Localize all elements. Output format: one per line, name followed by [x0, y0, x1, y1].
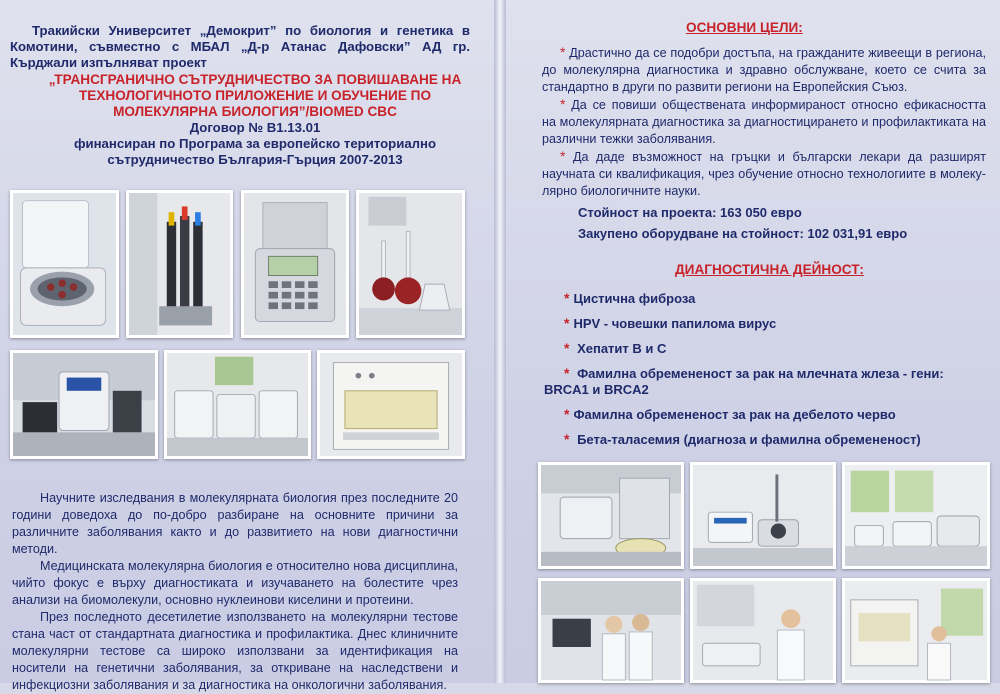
- photo-thermal-cycler: [241, 190, 349, 338]
- diagnostic-item: * Фамилна обремененост за рак на дебелото черво: [564, 406, 896, 422]
- funding-line-1: финансиран по Програма за европейско териториално: [73, 136, 437, 151]
- photo-analytical-balance: [538, 462, 684, 569]
- diagnostic-item: * Бета-таласемия (диагноза и фамилна обремененост): [564, 431, 921, 447]
- photo-lab-bench: [842, 462, 990, 569]
- photo-pcr-instrument: [10, 350, 158, 459]
- header-block: [10, 23, 470, 168]
- star-bullet-icon: *: [564, 340, 570, 356]
- star-bullet-icon: *: [560, 44, 566, 60]
- project-title: „ТРАНСГРАНИЧНО СЪТРУДНИЧЕСТВО ЗА ПОВИШАВАНЕ НА ТЕХНОЛОГИЧНОТО ПРИЛОЖЕНИЕ И ОБУЧЕНИЕ ПО МОЛЕКУЛЯРНА БИОЛОГИЯ”/BIOMED CBC: [48, 72, 462, 119]
- project-cost: Стойност на проекта: 163 050 евро: [578, 205, 802, 220]
- star-bullet-icon: *: [564, 431, 570, 447]
- diagnostics-list: [544, 290, 988, 456]
- photo-lab-technician: [690, 578, 836, 683]
- left-body-text: [12, 490, 458, 694]
- page-fold: [494, 0, 506, 683]
- star-bullet-icon: *: [564, 290, 570, 306]
- photo-laminar-hood: [317, 350, 465, 459]
- intro-text: Тракийски Университет „Демокрит” по биология и генетика в Комотини, съвместно с МБАЛ „Д-р Атанас Дафовски” АД гр. Кърджали изпълняват проект: [10, 23, 470, 70]
- star-bullet-icon: *: [564, 315, 570, 331]
- star-bullet-icon: *: [564, 365, 570, 381]
- goal-item: * Да даде възможност на гръцки и български лекари да разширят научната си квалификация, чрез обучение относно технологиите в молеку-лярно биологичните науки.: [542, 148, 987, 198]
- contract-number: Договор № B1.13.01: [189, 120, 321, 135]
- diagnostic-item: * Хепатит B и C: [564, 340, 667, 356]
- photo-centrifuge: [10, 190, 119, 338]
- paragraph-1: Научните изследвания в молекулярната биология през последните 20 години доведоха до по-добро разбиране на основните причини за различните заболявания както и до развитието на нови диагностични методи.: [12, 491, 458, 556]
- photo-flasks: [356, 190, 465, 338]
- diagnostic-item: * HPV - човешки папилома вирус: [564, 315, 777, 331]
- photo-lab-staff: [538, 578, 684, 683]
- photo-pipettes: [126, 190, 233, 338]
- diagnostics-heading: ДИАГНОСТИЧНА ДЕЙНОСТ:: [675, 262, 864, 277]
- star-bullet-icon: *: [560, 96, 566, 112]
- photo-lab-room: [842, 578, 990, 683]
- goals-heading: ОСНОВНИ ЦЕЛИ:: [686, 20, 803, 35]
- star-bullet-icon: *: [564, 406, 570, 422]
- funding-line-2: сътрудничество България-Гърция 2007-2013: [107, 152, 403, 167]
- goals-list: [542, 44, 986, 242]
- paragraph-2: Медицинската молекулярна биология е относително нова дисциплина, чийто фокус е върху диагностиката и изучаването на болестите чрез анализи на биомолекули, основно нуклеинови киселини и протеини.: [12, 559, 458, 607]
- star-bullet-icon: *: [560, 148, 566, 164]
- diagnostic-item: * Цистична фиброза: [564, 290, 696, 306]
- paragraph-3: През последното десетилетие използването на молекулярни тестове стана част от стандартната диагностика и профилактика. Днес клиничните молекулярни тестове са широко използвани за идентификация на носители на генетични заболявания, за откриване на наследствени и инфекциозни заболявания и за диагностика на онкологични заболявания.: [12, 610, 458, 692]
- photo-lab-instruments: [164, 350, 311, 459]
- equipment-cost: Закупено оборудване на стойност: 102 031,91 евро: [578, 226, 908, 241]
- goal-item: * Драстично да се подобри достъпа, на гражданите живеещи в региона, до молекулярна диагностика и здравно обслужване, което се счита за стандартно в други по развити региони на Европейския Съюз.: [542, 44, 986, 94]
- goal-item: * Да се повиши обществената информираност относно ефикасността на молекулярната диагностика за диагностицирането и профилактиката на различни тежки заболявания.: [542, 96, 987, 146]
- diagnostic-item: * Фамилна обремененост за рак на млечната жлеза - гени: BRCA1 и BRCA2: [544, 365, 944, 397]
- photo-ph-meter: [690, 462, 836, 569]
